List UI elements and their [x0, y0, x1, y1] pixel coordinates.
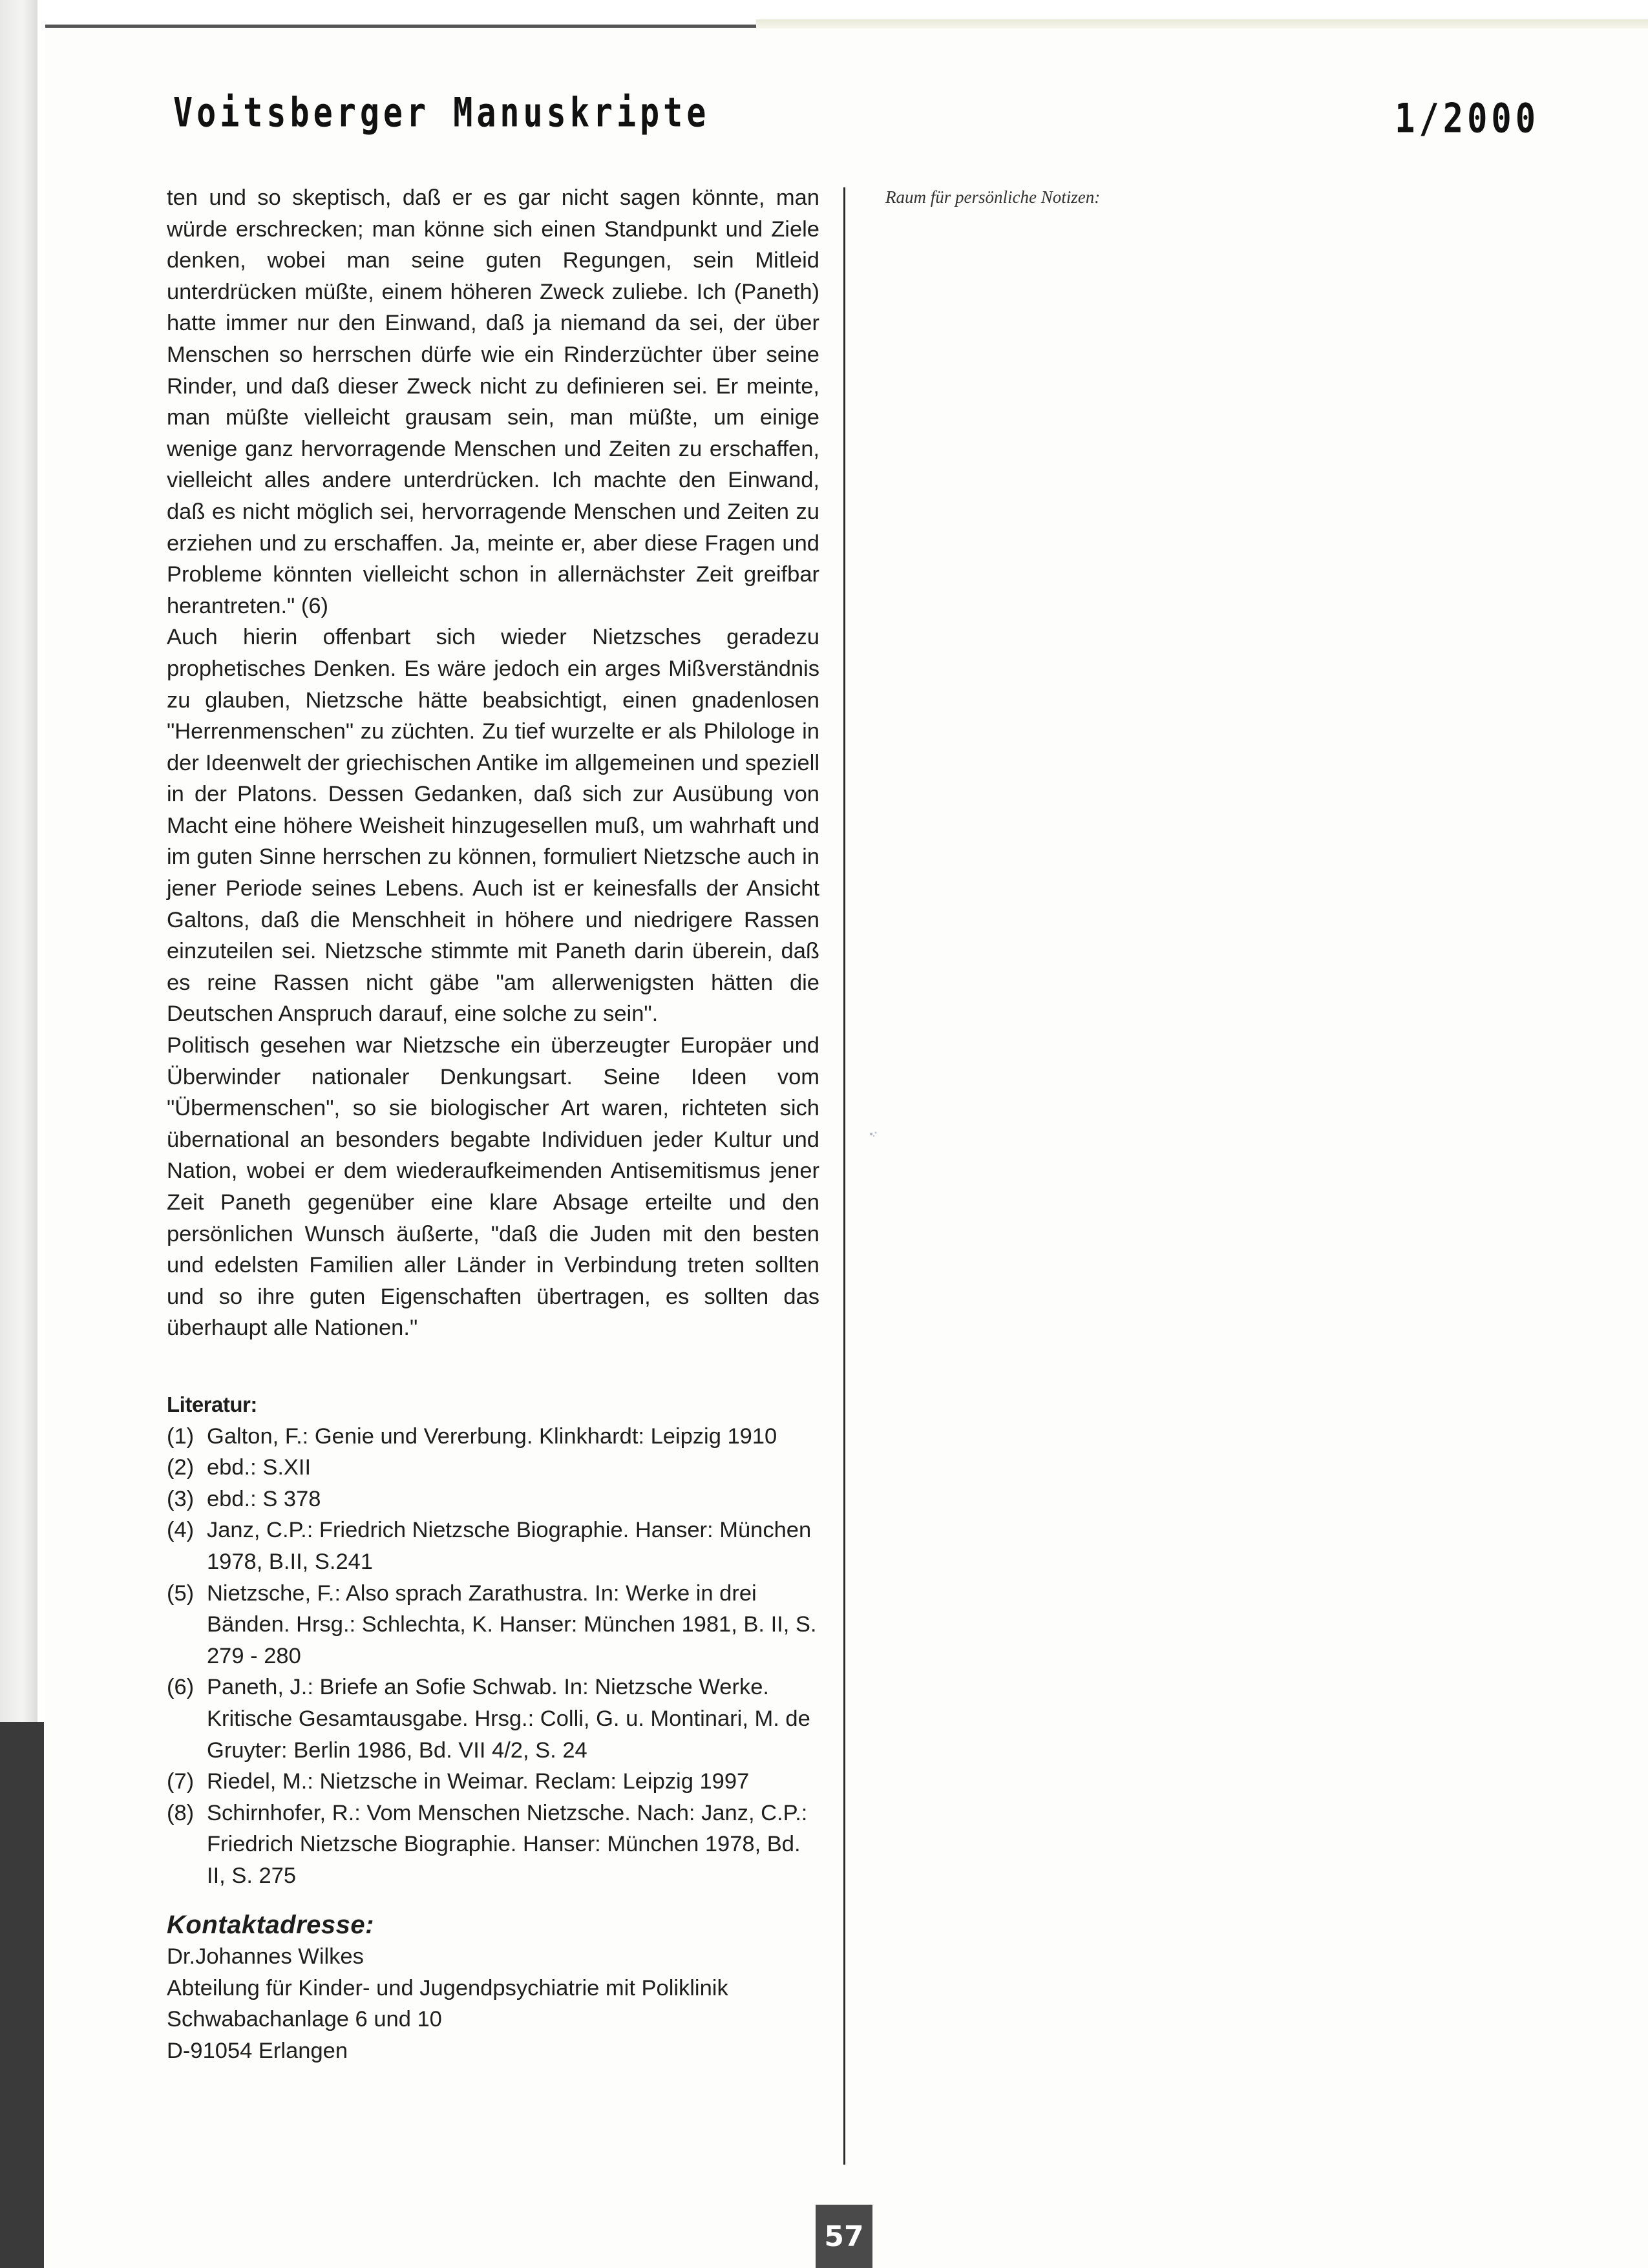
literature-item	[167, 1515, 819, 1577]
literature-item-number: (2)	[167, 1455, 195, 1480]
literature-item	[167, 1484, 819, 1515]
contact-line: Abteilung für Kinder- und Jugendpsychiatrie mit Poliklinik	[167, 1975, 728, 2000]
contact-line: D-91054 Erlangen	[167, 2038, 348, 2063]
literature-item	[167, 1766, 819, 1798]
notes-label: Raum für persönliche Notizen:	[885, 187, 1101, 207]
contact-heading: Kontaktadresse:	[167, 1911, 374, 1940]
literature-item-number: (5)	[167, 1580, 195, 1606]
contact-address	[167, 1941, 819, 2066]
literature-item-number: (4)	[167, 1518, 195, 1543]
column-divider	[843, 187, 845, 2165]
scan-dark-margin	[0, 1722, 44, 2268]
literature-item-number: (1)	[167, 1423, 195, 1449]
scan-top-edge	[756, 19, 1648, 28]
literature-item	[167, 1421, 819, 1453]
header-rule	[45, 25, 756, 28]
journal-title: Voitsberger Manuskripte	[173, 89, 710, 136]
main-text-column	[167, 182, 819, 2066]
literature-item	[167, 1672, 819, 1766]
literature-item-text: ebd.: S.XII	[207, 1455, 312, 1480]
literature-item	[167, 1798, 819, 1892]
literature-heading: Literatur:	[167, 1392, 257, 1416]
body-paragraph: Politisch gesehen war Nietzsche ein überzeugter Europäer und Überwinder nationaler Denkungsart. Seine Ideen vom "Übermenschen", so sie biologischer Art waren, richteten sich übernational an besonders begabte Individuen jeder Kultur und Nation, wobei er dem wiederaufkeimenden Antisemitismus jener Zeit Paneth gegenüber eine klare Absage erteilte und den persönlichen Wunsch äußerte, "daß die Juden mit den besten und edelsten Familien aller Länder in Verbindung treten sollten und so ihre guten Eigenschaften übertragen, es sollten das überhaupt alle Nationen."	[167, 1033, 819, 1341]
scan-speck	[867, 1129, 880, 1139]
literature-item-number: (3)	[167, 1486, 195, 1511]
page-number: 57	[816, 2205, 872, 2268]
body-paragraph: ten und so skeptisch, daß er es gar nicht sagen könnte, man würde erschrecken; man könne sich einen Standpunkt und Ziele denken, wobei man seine guten Regungen, sein Mitleid unterdrücken müßte, einem höheren Zweck zuliebe. Ich (Paneth) hatte immer nur den Einwand, daß ja niemand da sei, der über Menschen so herrschen dürfe wie ein Rinderzüchter über seine Rinder, und daß dieser Zweck nicht zu definieren sei. Er meinte, man müßte vielleicht grausam sein, man müßte, um einige wenige ganz hervorragende Menschen und Zeiten zu erschaffen, vielleicht alles andere unterdrücken. Ich machte den Einwand, daß es nicht möglich sei, hervorragende Menschen und Zeiten zu erziehen und zu erschaffen. Ja, meinte er, aber diese Fragen und Probleme könnten vielleicht schon in allernächster Zeit greifbar herantreten." (6)	[167, 185, 819, 618]
literature-item-text: Paneth, J.: Briefe an Sofie Schwab. In: Nietzsche Werke. Kritische Gesamtausgabe. Hrsg.: Colli, G. u. Montinari, M. de Gruyter: Berlin 1986, Bd. VII 4/2, S. 24	[207, 1675, 810, 1763]
issue-number: 1/2000	[1395, 96, 1539, 142]
literature-item-text: ebd.: S 378	[207, 1486, 321, 1511]
body-paragraph: Auch hierin offenbart sich wieder Nietzsches geradezu prophetisches Denken. Es wäre jedoch ein arges Mißverständnis zu glauben, Nietzsche hätte beabsichtigt, einen gnadenlosen "Herrenmenschen" zu züchten. Zu tief wurzelte er als Philologe in der Ideenwelt der griechischen Antike im allgemeinen und speziell in der Platons. Dessen Gedanken, daß sich zur Ausübung von Macht eine höhere Weisheit hinzugesellen muß, um wahrhaft und im guten Sinne herrschen zu können, formuliert Nietzsche auch in jener Periode seines Lebens. Auch ist er keinesfalls der Ansicht Galtons, daß die Menschheit in höhere und niedrigere Rassen einzuteilen sei. Nietzsche stimmte mit Paneth darin überein, daß es reine Rassen nicht gäbe "am allerwenigsten hätten die Deutschen Anspruch darauf, eine solche zu sein".	[167, 625, 819, 1027]
literature-item	[167, 1452, 819, 1484]
literature-item-text: Janz, C.P.: Friedrich Nietzsche Biographie. Hanser: München 1978, B.II, S.241	[207, 1518, 812, 1574]
literature-item-text: Schirnhofer, R.: Vom Menschen Nietzsche. Nach: Janz, C.P.: Friedrich Nietzsche Biographie. Hanser: München 1978, Bd. II, S. 275	[207, 1800, 808, 1888]
literature-item-number: (7)	[167, 1769, 195, 1794]
literature-list	[167, 1421, 819, 1892]
literature-item-number: (8)	[167, 1800, 195, 1825]
literature-item-text: Nietzsche, F.: Also sprach Zarathustra. In: Werke in drei Bänden. Hrsg.: Schlechta, K. Hanser: München 1981, B. II, S. 279 - 280	[207, 1580, 817, 1668]
literature-item-number: (6)	[167, 1675, 195, 1700]
contact-line: Schwabachanlage 6 und 10	[167, 2007, 442, 2032]
literature-item	[167, 1578, 819, 1672]
literature-item-text: Riedel, M.: Nietzsche in Weimar. Reclam: Leipzig 1997	[207, 1769, 750, 1794]
literature-item-text: Galton, F.: Genie und Vererbung. Klinkhardt: Leipzig 1910	[207, 1423, 777, 1449]
contact-line: Dr.Johannes Wilkes	[167, 1944, 364, 1969]
